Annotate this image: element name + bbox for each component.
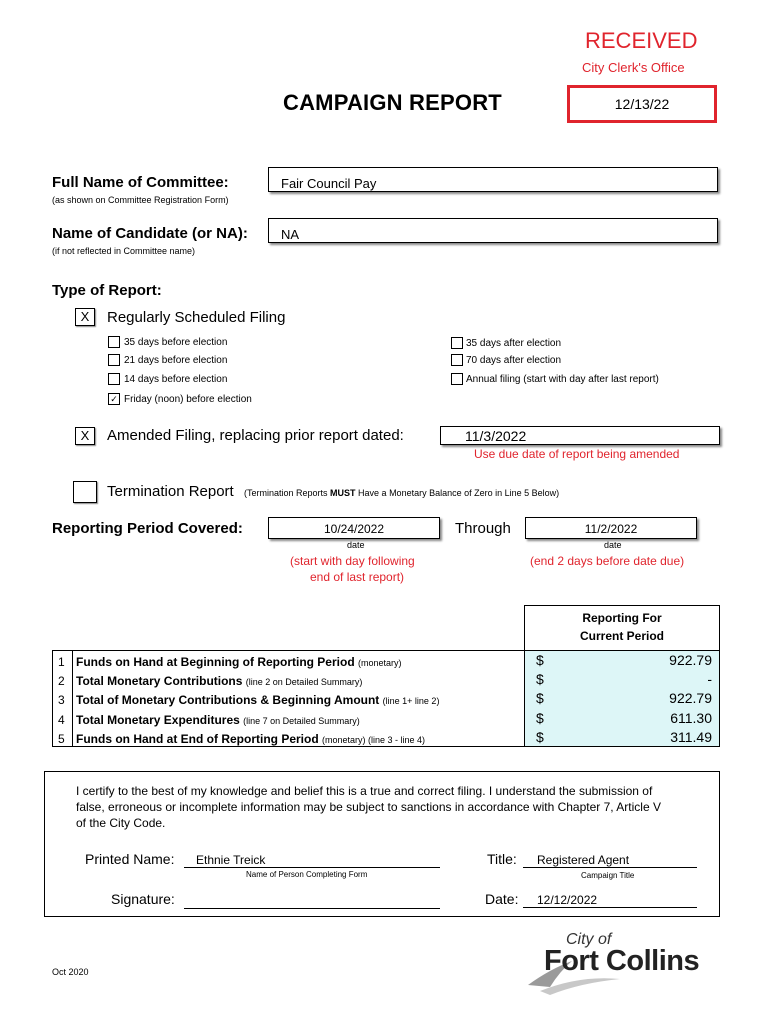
reporting-period-label: Reporting Period Covered: <box>52 520 243 537</box>
table-row: Funds on Hand at End of Reporting Period (monetary) (line 3 - line 4) <box>76 732 426 746</box>
row-num: 1 <box>58 655 65 669</box>
option-friday-checkbox[interactable]: ✓ <box>108 393 120 405</box>
date-label: Date: <box>485 891 519 907</box>
regular-filing-label: Regularly Scheduled Filing <box>107 309 286 326</box>
termination-checkbox[interactable] <box>73 481 97 503</box>
signature-label: Signature: <box>111 891 175 907</box>
option-35-after-label: 35 days after election <box>466 338 562 349</box>
amended-filing-label: Amended Filing, replacing prior report dated: <box>107 427 404 444</box>
option-35-before-checkbox[interactable] <box>108 336 120 348</box>
option-70-after-label: 70 days after election <box>466 355 562 366</box>
currency-symbol: $ <box>536 690 544 706</box>
certify-text-2: false, erroneous or incomplete information may be subject to sanctions in accordance with Chapter 7, Article V <box>76 800 661 814</box>
option-friday-label: Friday (noon) before election <box>124 394 252 405</box>
certify-text-1: I certify to the best of my knowledge and belief this is a true and correct filing. I understand the submission of <box>76 784 653 798</box>
amount-value[interactable]: 922.79 <box>669 652 712 668</box>
stamp-received-text: RECEIVED <box>585 28 698 53</box>
currency-symbol: $ <box>536 729 544 745</box>
option-70-after-checkbox[interactable] <box>451 354 463 366</box>
amount-value[interactable]: - <box>707 671 712 687</box>
option-annual-label: Annual filing (start with day after last report) <box>466 374 659 385</box>
amended-note: Use due date of report being amended <box>474 447 680 461</box>
logo-city-text: City of <box>566 931 612 948</box>
option-35-after-checkbox[interactable] <box>451 337 463 349</box>
committee-note: (as shown on Committee Registration Form) <box>52 195 229 205</box>
amount-value[interactable]: 311.49 <box>670 729 712 745</box>
currency-symbol: $ <box>536 710 544 726</box>
stamp-office-text: City Clerk's Office <box>582 60 685 75</box>
amended-filing-checkbox[interactable]: X <box>75 427 95 445</box>
date-field[interactable]: 12/12/2022 <box>523 892 697 908</box>
option-14-before-label: 14 days before election <box>124 374 228 385</box>
period-start-note-2: end of last report) <box>310 570 405 584</box>
table-divider <box>72 650 73 747</box>
logo-name-text: Fort Collins <box>544 945 700 977</box>
option-21-before-label: 21 days before election <box>124 355 228 366</box>
printed-name-field[interactable]: Ethnie Treick <box>184 852 440 868</box>
period-end-note: (end 2 days before date due) <box>530 554 685 568</box>
option-14-before-checkbox[interactable] <box>108 373 120 385</box>
regular-filing-checkbox[interactable]: X <box>75 308 95 326</box>
form-version: Oct 2020 <box>52 967 89 977</box>
title-label: Title: <box>487 851 517 867</box>
period-start-field[interactable]: 10/24/2022 <box>268 517 440 539</box>
candidate-name-field[interactable]: NA <box>268 218 718 243</box>
termination-label: Termination Report <box>107 483 234 500</box>
currency-symbol: $ <box>536 652 544 668</box>
page-title: CAMPAIGN REPORT <box>283 90 502 115</box>
amount-value[interactable]: 922.79 <box>669 690 712 706</box>
table-header-1: Reporting For <box>582 611 662 625</box>
amount-value[interactable]: 611.30 <box>670 710 712 726</box>
period-start-note-1: (start with day following <box>290 554 415 568</box>
option-35-before-label: 35 days before election <box>124 337 228 348</box>
report-type-label: Type of Report: <box>52 282 162 299</box>
printed-name-note: Name of Person Completing Form <box>246 870 368 879</box>
committee-name-field[interactable]: Fair Council Pay <box>268 167 718 192</box>
row-num: 4 <box>58 713 65 727</box>
table-row: Total Monetary Expenditures (line 7 on Detailed Summary) <box>76 713 360 727</box>
row-num: 3 <box>58 693 65 707</box>
committee-label: Full Name of Committee: <box>52 174 229 191</box>
row-num: 5 <box>58 732 65 746</box>
option-21-before-checkbox[interactable] <box>108 354 120 366</box>
signature-field[interactable] <box>184 893 440 909</box>
stamp-date: 12/13/22 <box>614 96 670 112</box>
through-label: Through <box>455 520 511 537</box>
period-start-date-label: date <box>347 540 365 550</box>
certify-text-3: of the City Code. <box>76 816 166 830</box>
table-row: Total of Monetary Contributions & Beginning Amount (line 1+ line 2) <box>76 693 440 707</box>
currency-symbol: $ <box>536 671 544 687</box>
table-header-2: Current Period <box>579 629 664 643</box>
row-num: 2 <box>58 674 65 688</box>
printed-name-label: Printed Name: <box>85 851 175 867</box>
period-end-date-label: date <box>604 540 622 550</box>
option-annual-checkbox[interactable] <box>451 373 463 385</box>
table-row: Funds on Hand at Beginning of Reporting Period (monetary) <box>76 655 402 669</box>
termination-note: (Termination Reports MUST Have a Monetary Balance of Zero in Line 5 Below) <box>244 488 560 498</box>
table-row: Total Monetary Contributions (line 2 on Detailed Summary) <box>76 674 363 688</box>
title-note: Campaign Title <box>581 871 635 880</box>
candidate-note: (if not reflected in Committee name) <box>52 246 196 256</box>
period-end-field[interactable]: 11/2/2022 <box>525 517 697 539</box>
amended-date-field[interactable]: 11/3/2022 <box>440 426 720 445</box>
candidate-label: Name of Candidate (or NA): <box>52 225 248 242</box>
title-field[interactable]: Registered Agent <box>523 852 697 868</box>
